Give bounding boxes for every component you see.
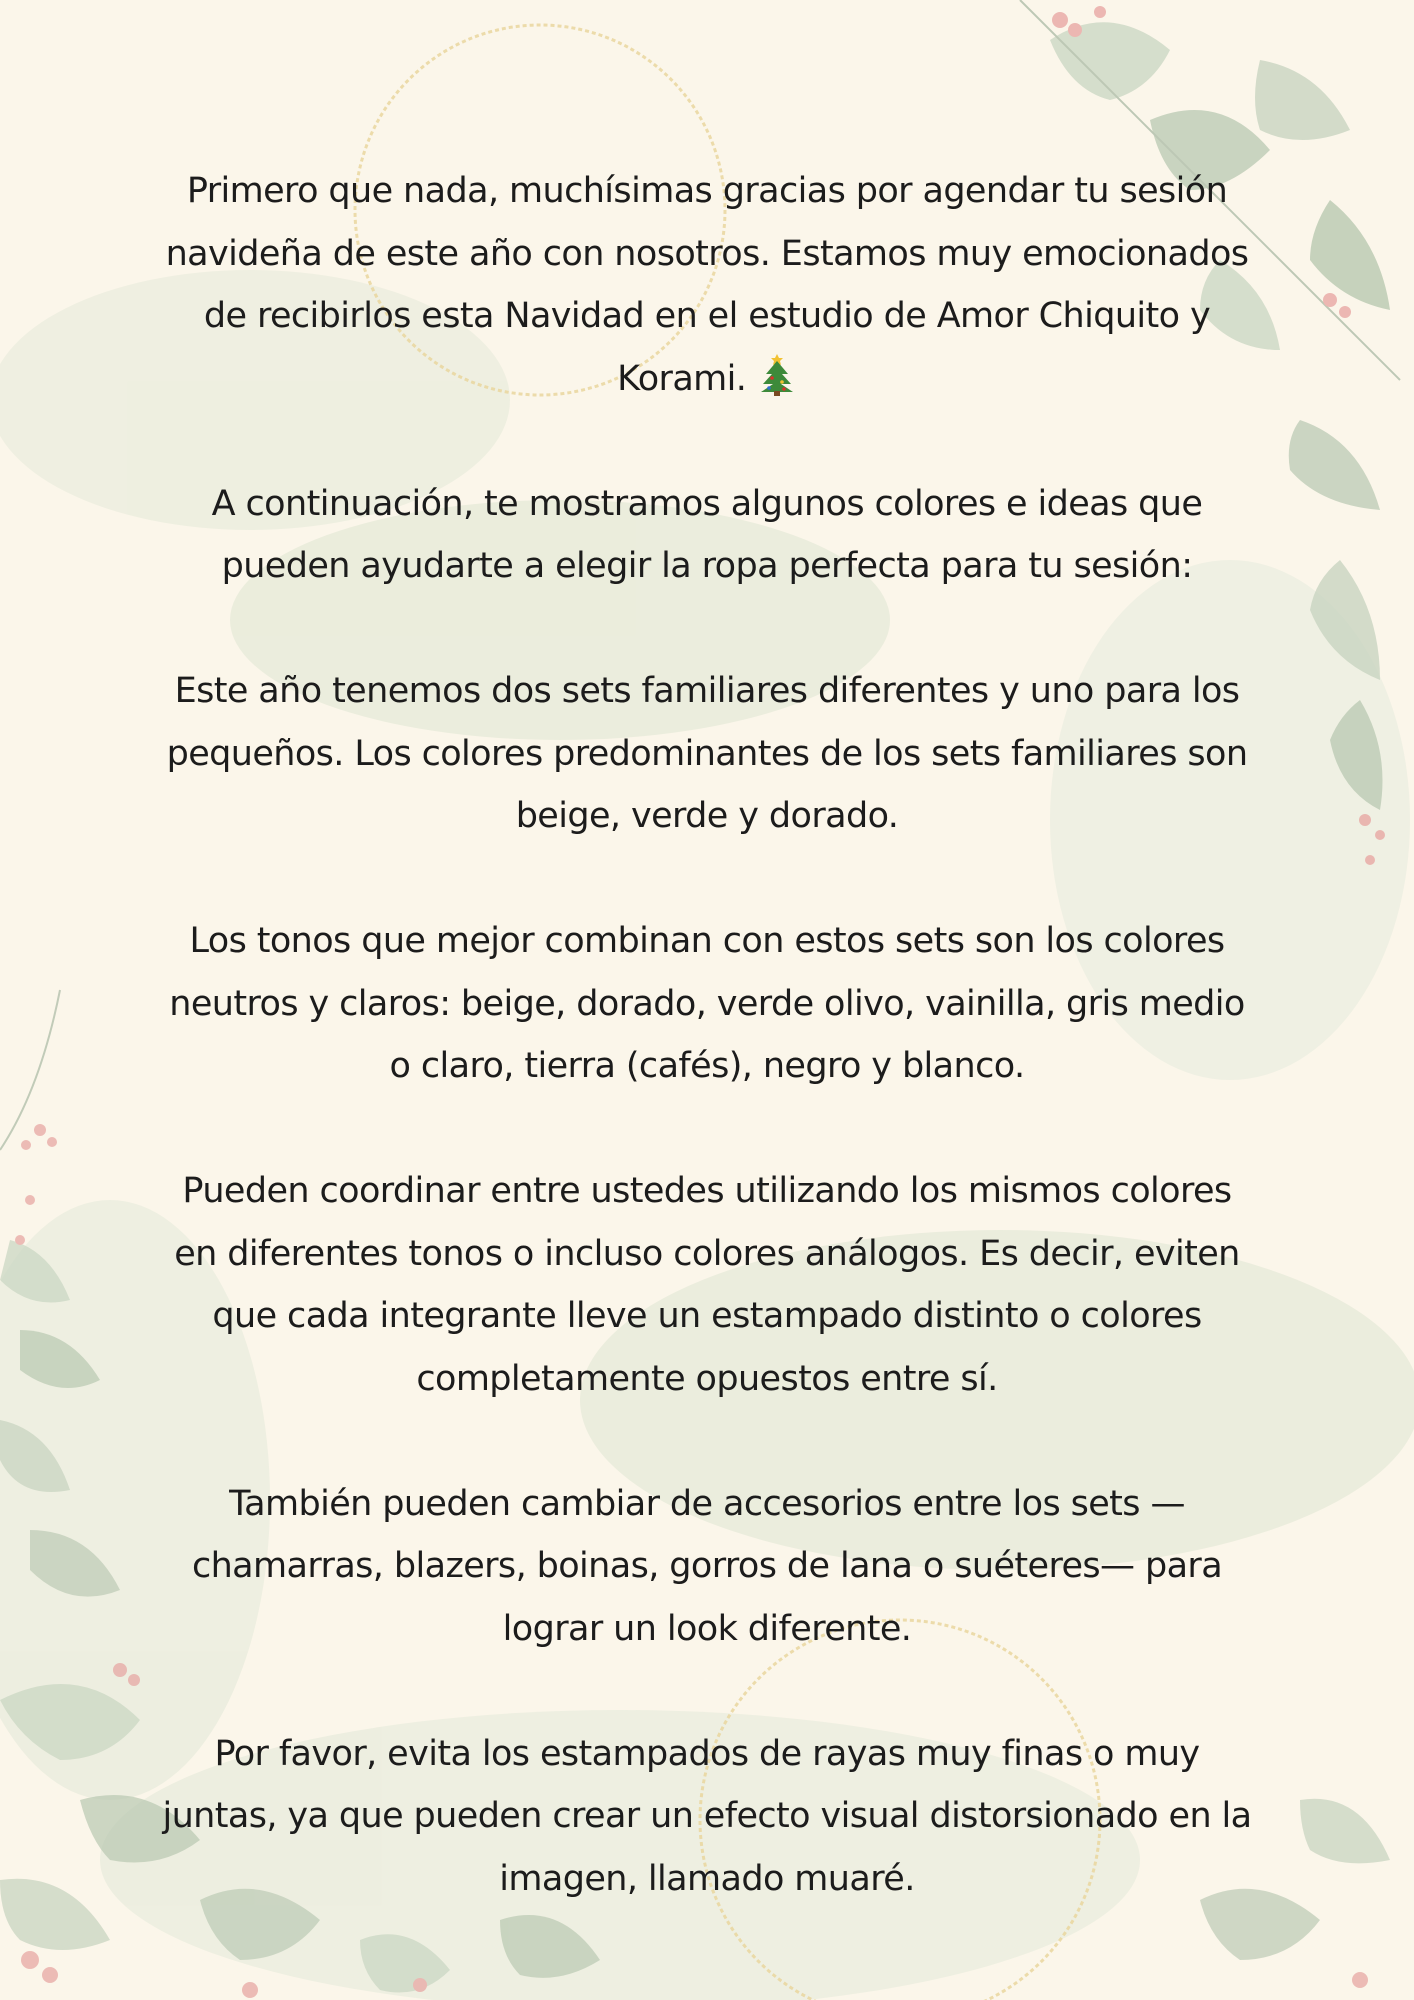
paragraph-stripes: Por favor, evita los estampados de rayas muy finas o muy juntas, ya que pueden crear un efecto visual distorsionado en la imagen, llamado muaré. [162,1733,1252,1899]
paragraph-sets: Este año tenemos dos sets familiares diferentes y uno para los pequeños. Los colores predominantes de los sets familiares son beige, verde y dorado. [166,671,1248,836]
paragraph-coordinate: Pueden coordinar entre ustedes utilizando los mismos colores en diferentes tonos o incluso colores análogos. Es decir, eviten que cada integrante lleve un estampado distinto o colores completamente opuestos entre sí. [174,1171,1240,1399]
paragraph-welcome [130,160,1284,410]
paragraph-welcome-text: Primero que nada, muchísimas gracias por agendar tu sesión navideña de este año con nosotros. Estamos muy emocionados de recibirlos esta Navidad en el estudio de Amor Chiquito y Korami. [165,171,1249,399]
paragraph-accessories: También pueden cambiar de accesorios entre los sets — chamarras, blazers, boinas, gorros de lana o suéteres— para lograr un look diferente. [191,1483,1223,1649]
christmas-tree-icon [757,352,797,396]
paragraph-intro: A continuación, te mostramos algunos colores e ideas que pueden ayudarte a elegir la ropa perfecta para tu sesión: [211,483,1203,586]
document-body [130,160,1284,1973]
paragraph-tones: Los tonos que mejor combinan con estos sets son los colores neutros y claros: beige, dorado, verde olivo, vainilla, gris medio o claro, tierra (cafés), negro y blanco. [169,921,1245,1086]
